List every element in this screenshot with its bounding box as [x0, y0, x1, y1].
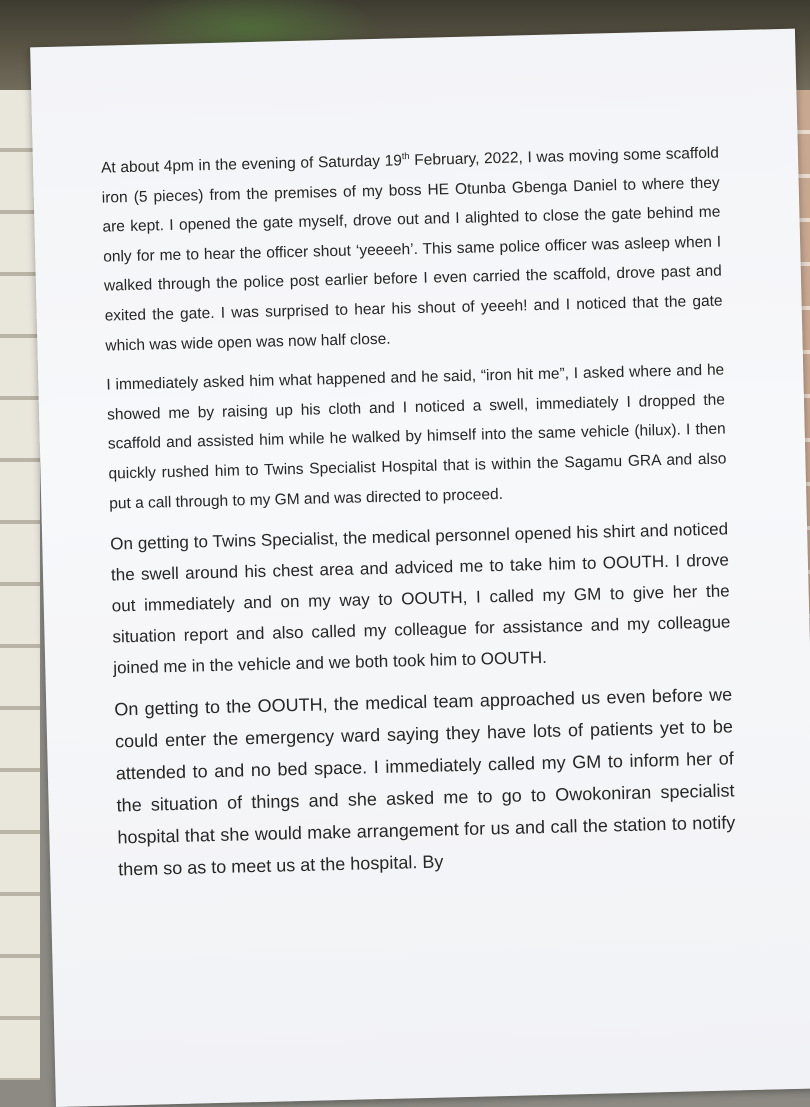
- document-body: [101, 139, 737, 896]
- paper-sheet: [30, 29, 810, 1107]
- paragraph-1-text-start: At about 4pm in the evening of Saturday 19: [100, 152, 403, 177]
- paragraph-3: On getting to Twins Specialist, the medical personnel opened his shirt and noticed the swell around his chest area and adviced me to take him to OOUTH. I drove out immediately and on my way to OOUTH, I called my GM to give her the situation report and also called my colleague for assistance and my colleague joined me in the vehicle and we both took him to OOUTH.: [110, 519, 731, 678]
- ordinal-superscript: th: [401, 150, 410, 162]
- paragraph-4: On getting to the OOUTH, the medical team approached us even before we could enter the emergency ward saying they have lots of patients yet to be attended to and no bed space. I immediately called my GM to inform her of the situation of things and she asked me to go to Owokoniran specialist hospital that she would make arrangement for us and call the station to notify them so as to meet us at the hospital. By: [114, 684, 736, 880]
- paragraph-1-text-end: February, 2022, I was moving some scaffold iron (5 pieces) from the premises of my boss HE Otunba Gbenga Daniel to where they are kept. I opened the gate myself, drove out and I alighted to close the gate behind me only for me to hear the officer shout ‘yeeeeh’. This same police officer was asleep when I walked through the police post earlier before I even carried the scaffold, drove past and exited the gate. I was surprised to hear his shout of yeeeh! and I noticed that the gate which was wide open was now half close.: [101, 144, 723, 355]
- paragraph-2: I immediately asked him what happened and he said, “iron hit me”, I asked where and he showed me by raising up his cloth and I noticed a swell, immediately I dropped the scaffold and assisted him while he walked by himself into the same vehicle (hilux). I then quickly rushed him to Twins Specialist Hospital that is within the Sagamu GRA and also put a call through to my GM and was directed to proceed.: [106, 361, 727, 513]
- paragraph-1: [101, 139, 724, 361]
